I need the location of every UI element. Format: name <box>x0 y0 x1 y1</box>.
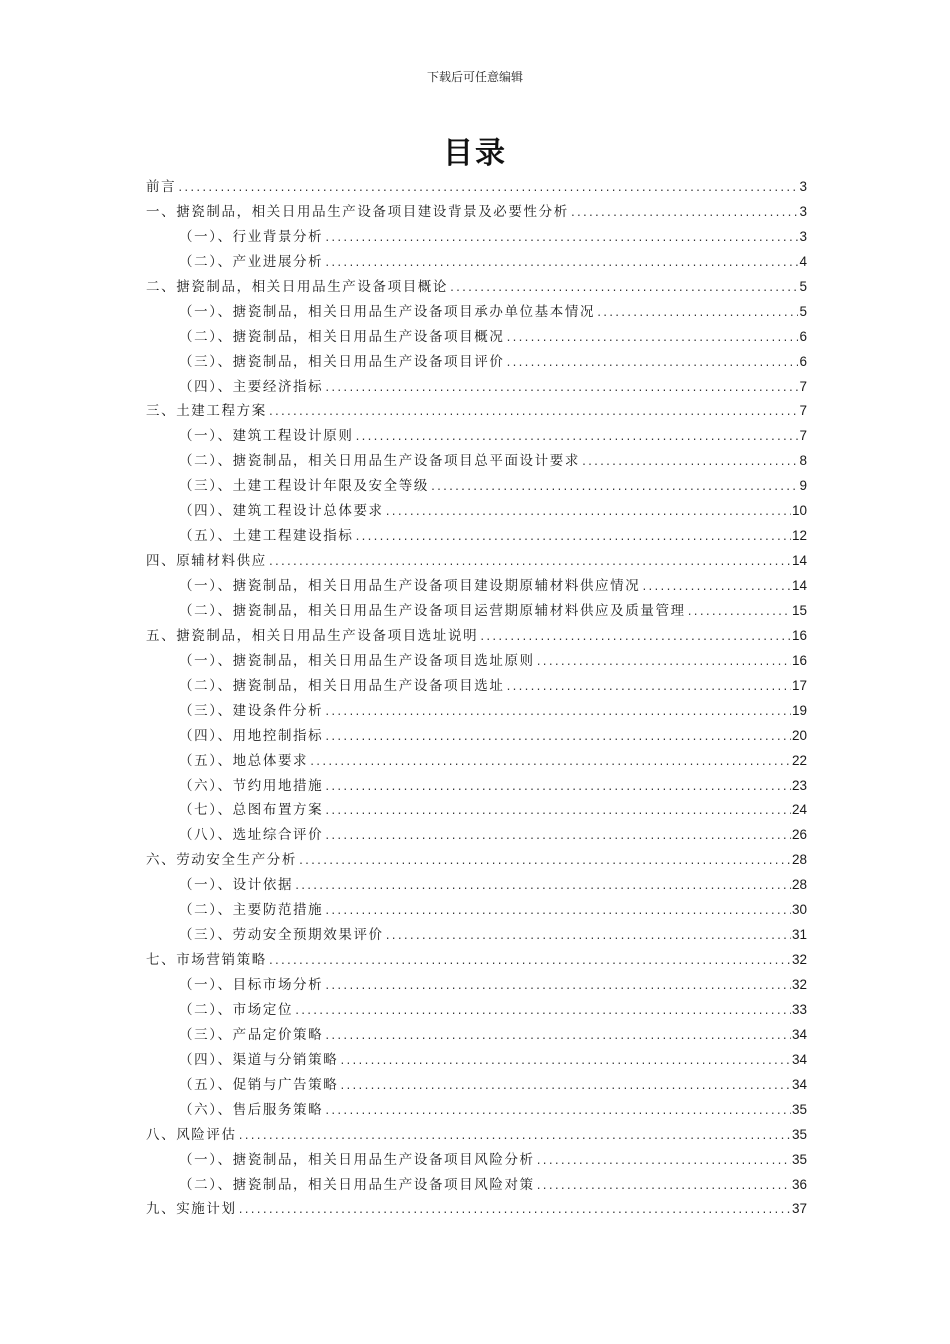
toc-entry-page-number: 10 <box>791 503 807 519</box>
toc-entry-label: （四）、用地控制指标 <box>179 727 324 744</box>
toc-entry-page-number: 31 <box>791 927 807 943</box>
dot-leader <box>687 601 791 626</box>
toc-entry-label: （三）、土建工程设计年限及安全等级 <box>179 478 429 495</box>
dot-leader <box>238 1125 791 1150</box>
toc-entry-page-number: 3 <box>799 228 807 244</box>
toc-entry[interactable] <box>146 1197 807 1222</box>
dot-leader <box>339 1075 791 1100</box>
toc-entry[interactable] <box>146 549 807 574</box>
toc-entry-page-number: 37 <box>791 1201 807 1217</box>
dot-leader <box>324 726 791 751</box>
toc-entry-page-number: 6 <box>799 353 807 369</box>
dot-leader <box>581 451 799 476</box>
toc-entry-label: 八、风险评估 <box>146 1126 237 1143</box>
dot-leader <box>385 501 791 526</box>
toc-entry-label: （六）、节约用地措施 <box>179 777 324 794</box>
dot-leader <box>354 426 798 451</box>
toc-entry-label: （五）、促销与广告策略 <box>179 1076 339 1093</box>
toc-entry[interactable] <box>146 624 807 649</box>
dot-leader <box>449 277 798 302</box>
toc-entry[interactable] <box>146 749 807 774</box>
dot-leader <box>430 476 799 501</box>
toc-entry-label: 一、搪瓷制品，相关日用品生产设备项目建设背景及必要性分析 <box>146 203 569 220</box>
toc-entry-label: 六、劳动安全生产分析 <box>146 852 297 869</box>
toc-entry-label: （二）、搪瓷制品，相关日用品生产设备项目风险对策 <box>179 1176 535 1193</box>
toc-entry[interactable] <box>146 1148 807 1173</box>
dot-leader <box>596 302 798 327</box>
toc-entry[interactable] <box>146 424 807 449</box>
toc-entry[interactable] <box>146 250 807 275</box>
toc-entry-page-number: 36 <box>791 1176 807 1192</box>
toc-entry-page-number: 32 <box>791 952 807 968</box>
toc-entry-label: （五）、地总体要求 <box>179 752 309 769</box>
toc-entry-page-number: 35 <box>791 1101 807 1117</box>
dot-leader <box>385 925 791 950</box>
toc-entry-label: 前言 <box>146 179 177 195</box>
toc-entry[interactable] <box>146 848 807 873</box>
dot-leader <box>268 950 791 975</box>
dot-leader <box>536 1150 791 1175</box>
toc-entry-page-number: 14 <box>791 578 807 593</box>
toc-entry[interactable] <box>146 275 807 300</box>
dot-leader <box>268 401 799 426</box>
toc-entry-page-number: 16 <box>791 627 807 643</box>
toc-entry-page-number: 17 <box>791 677 807 693</box>
dot-leader <box>324 975 791 1000</box>
toc-entry[interactable] <box>146 823 807 848</box>
toc-entry-page-number: 5 <box>799 278 807 294</box>
toc-entry[interactable] <box>146 300 807 325</box>
dot-leader <box>238 1199 791 1224</box>
toc-entry-label: 七、市场营销策略 <box>146 952 267 969</box>
toc-entry-label: （二）、搪瓷制品，相关日用品生产设备项目选址 <box>179 677 505 694</box>
toc-entry-label: （二）、产业进展分析 <box>179 253 324 270</box>
toc-entry-page-number: 20 <box>791 727 807 743</box>
dot-leader <box>294 1000 791 1025</box>
toc-entry[interactable] <box>146 998 807 1023</box>
toc-entry-label: （一）、建筑工程设计原则 <box>179 428 354 445</box>
toc-entry-label: （八）、选址综合评价 <box>179 827 324 844</box>
toc-entry[interactable] <box>146 724 807 749</box>
toc-entry-page-number: 19 <box>791 702 807 718</box>
toc-entry-page-number: 3 <box>799 179 807 194</box>
dot-leader <box>177 177 798 202</box>
dot-leader <box>505 352 798 377</box>
toc-entry-label: （三）、劳动安全预期效果评价 <box>179 927 384 944</box>
toc-entry-page-number: 7 <box>799 378 807 394</box>
toc-entry-label: （六）、售后服务策略 <box>179 1101 324 1118</box>
toc-entry[interactable] <box>146 873 807 898</box>
toc-entry-label: （一）、设计依据 <box>179 877 294 894</box>
dot-leader <box>479 626 791 651</box>
toc-entry-label: （一）、目标市场分析 <box>179 977 324 993</box>
dot-leader <box>324 227 798 252</box>
dot-leader <box>324 377 798 402</box>
dot-leader <box>324 701 791 726</box>
toc-entry-label: （三）、产品定价策略 <box>179 1026 324 1043</box>
toc-entry-page-number: 28 <box>791 852 807 868</box>
toc-entry-page-number: 7 <box>799 428 807 444</box>
toc-entry-page-number: 9 <box>799 478 807 494</box>
toc-entry-label: （三）、搪瓷制品，相关日用品生产设备项目评价 <box>179 353 505 370</box>
toc-entry[interactable] <box>146 1098 807 1123</box>
toc-entry-page-number: 4 <box>799 253 807 269</box>
dot-leader <box>324 1100 791 1125</box>
toc-entry[interactable] <box>146 524 807 549</box>
toc-entry-page-number: 16 <box>791 652 807 668</box>
toc-entry-page-number: 12 <box>791 528 807 544</box>
toc-entry-page-number: 35 <box>791 1151 807 1167</box>
toc-entry-page-number: 14 <box>791 553 807 569</box>
toc-entry-label: （二）、搪瓷制品，相关日用品生产设备项目运营期原辅材料供应及质量管理 <box>179 602 686 619</box>
dot-leader <box>324 252 798 277</box>
toc-entry-label: 九、实施计划 <box>146 1201 237 1218</box>
toc-entry[interactable] <box>146 649 807 674</box>
toc-entry-page-number: 24 <box>791 802 807 818</box>
toc-entry[interactable] <box>146 898 807 923</box>
toc-entry[interactable] <box>146 574 807 599</box>
toc-entry-page-number: 5 <box>799 303 807 319</box>
toc-entry-label: （二）、市场定位 <box>179 1001 294 1018</box>
toc-entry-page-number: 30 <box>791 902 807 918</box>
toc-entry-label: （二）、主要防范措施 <box>179 902 324 919</box>
dot-leader <box>324 900 791 925</box>
toc-entry-label: （一）、行业背景分析 <box>179 228 324 245</box>
toc-entry[interactable] <box>146 200 807 225</box>
toc-entry[interactable] <box>146 923 807 948</box>
toc-entry[interactable] <box>146 499 807 524</box>
toc-entry[interactable] <box>146 1073 807 1098</box>
dot-leader <box>324 825 791 850</box>
toc-entry-page-number: 22 <box>791 752 807 768</box>
page-title: 目录 <box>443 136 507 171</box>
toc-entry-label: （四）、渠道与分销策略 <box>179 1051 339 1068</box>
toc-entry-label: （五）、土建工程建设指标 <box>179 528 354 545</box>
toc-entry-page-number: 32 <box>791 977 807 992</box>
toc-entry[interactable] <box>146 175 807 200</box>
toc-entry-label: （一）、搪瓷制品，相关日用品生产设备项目风险分析 <box>179 1151 535 1168</box>
toc-entry-label: （二）、搪瓷制品，相关日用品生产设备项目概况 <box>179 328 505 345</box>
toc-entry-page-number: 34 <box>791 1026 807 1042</box>
toc-entry[interactable] <box>146 699 807 724</box>
toc-entry-label: （七）、总图布置方案 <box>179 802 324 819</box>
toc-entry[interactable] <box>146 1173 807 1198</box>
header-note: 下载后可任意编辑 <box>426 70 523 84</box>
dot-leader <box>294 875 791 900</box>
toc-entry-label: （二）、搪瓷制品，相关日用品生产设备项目总平面设计要求 <box>179 453 580 470</box>
toc-entry-label: （四）、建筑工程设计总体要求 <box>179 503 384 520</box>
toc-entry-page-number: 33 <box>791 1001 807 1017</box>
toc-entry-label: （一）、搪瓷制品，相关日用品生产设备项目选址原则 <box>179 652 535 669</box>
toc-entry[interactable] <box>146 674 807 699</box>
toc-entry[interactable] <box>146 375 807 400</box>
toc-entry[interactable] <box>146 1048 807 1073</box>
toc-entry[interactable] <box>146 599 807 624</box>
toc-entry-page-number: 8 <box>799 453 807 469</box>
toc-entry[interactable] <box>146 798 807 823</box>
toc-entry[interactable] <box>146 1023 807 1048</box>
toc-entry-page-number: 23 <box>791 777 807 793</box>
toc-entry[interactable] <box>146 948 807 973</box>
toc-entry[interactable] <box>146 350 807 375</box>
toc-entry-page-number: 35 <box>791 1126 807 1142</box>
dot-leader <box>324 800 791 825</box>
dot-leader <box>324 1025 791 1050</box>
toc-entry-page-number: 28 <box>791 877 807 893</box>
toc-entry-page-number: 15 <box>791 602 807 618</box>
toc-entry[interactable] <box>146 399 807 424</box>
table-of-contents <box>146 175 807 1222</box>
toc-entry[interactable] <box>146 1123 807 1148</box>
toc-entry[interactable] <box>146 774 807 799</box>
toc-entry-label: （一）、搪瓷制品，相关日用品生产设备项目承办单位基本情况 <box>179 303 596 320</box>
dot-leader <box>570 202 799 227</box>
toc-entry-page-number: 34 <box>791 1076 807 1092</box>
dot-leader <box>324 776 791 801</box>
toc-entry-page-number: 3 <box>799 203 807 219</box>
toc-entry-label: 四、原辅材料供应 <box>146 553 267 570</box>
dot-leader <box>505 327 798 352</box>
dot-leader <box>641 576 791 601</box>
toc-entry-page-number: 26 <box>791 827 807 843</box>
toc-entry[interactable] <box>146 474 807 499</box>
toc-entry[interactable] <box>146 449 807 474</box>
dot-leader <box>339 1050 791 1075</box>
dot-leader <box>536 1175 791 1200</box>
toc-entry[interactable] <box>146 325 807 350</box>
toc-entry-label: （一）、搪瓷制品，相关日用品生产设备项目建设期原辅材料供应情况 <box>179 578 641 594</box>
toc-entry[interactable] <box>146 225 807 250</box>
toc-entry-label: 三、土建工程方案 <box>146 403 267 420</box>
toc-entry-page-number: 7 <box>799 403 807 419</box>
dot-leader <box>505 676 791 701</box>
toc-entry-page-number: 34 <box>791 1051 807 1067</box>
toc-entry-label: 五、搪瓷制品，相关日用品生产设备项目选址说明 <box>146 627 479 644</box>
dot-leader <box>268 551 791 576</box>
toc-entry-page-number: 6 <box>799 328 807 344</box>
dot-leader <box>536 651 791 676</box>
dot-leader <box>309 751 791 776</box>
toc-entry-label: （四）、主要经济指标 <box>179 378 324 395</box>
dot-leader <box>354 526 791 551</box>
toc-entry[interactable] <box>146 973 807 998</box>
dot-leader <box>298 850 791 875</box>
toc-entry-label: 二、搪瓷制品，相关日用品生产设备项目概论 <box>146 278 448 295</box>
toc-entry-label: （三）、建设条件分析 <box>179 702 324 719</box>
